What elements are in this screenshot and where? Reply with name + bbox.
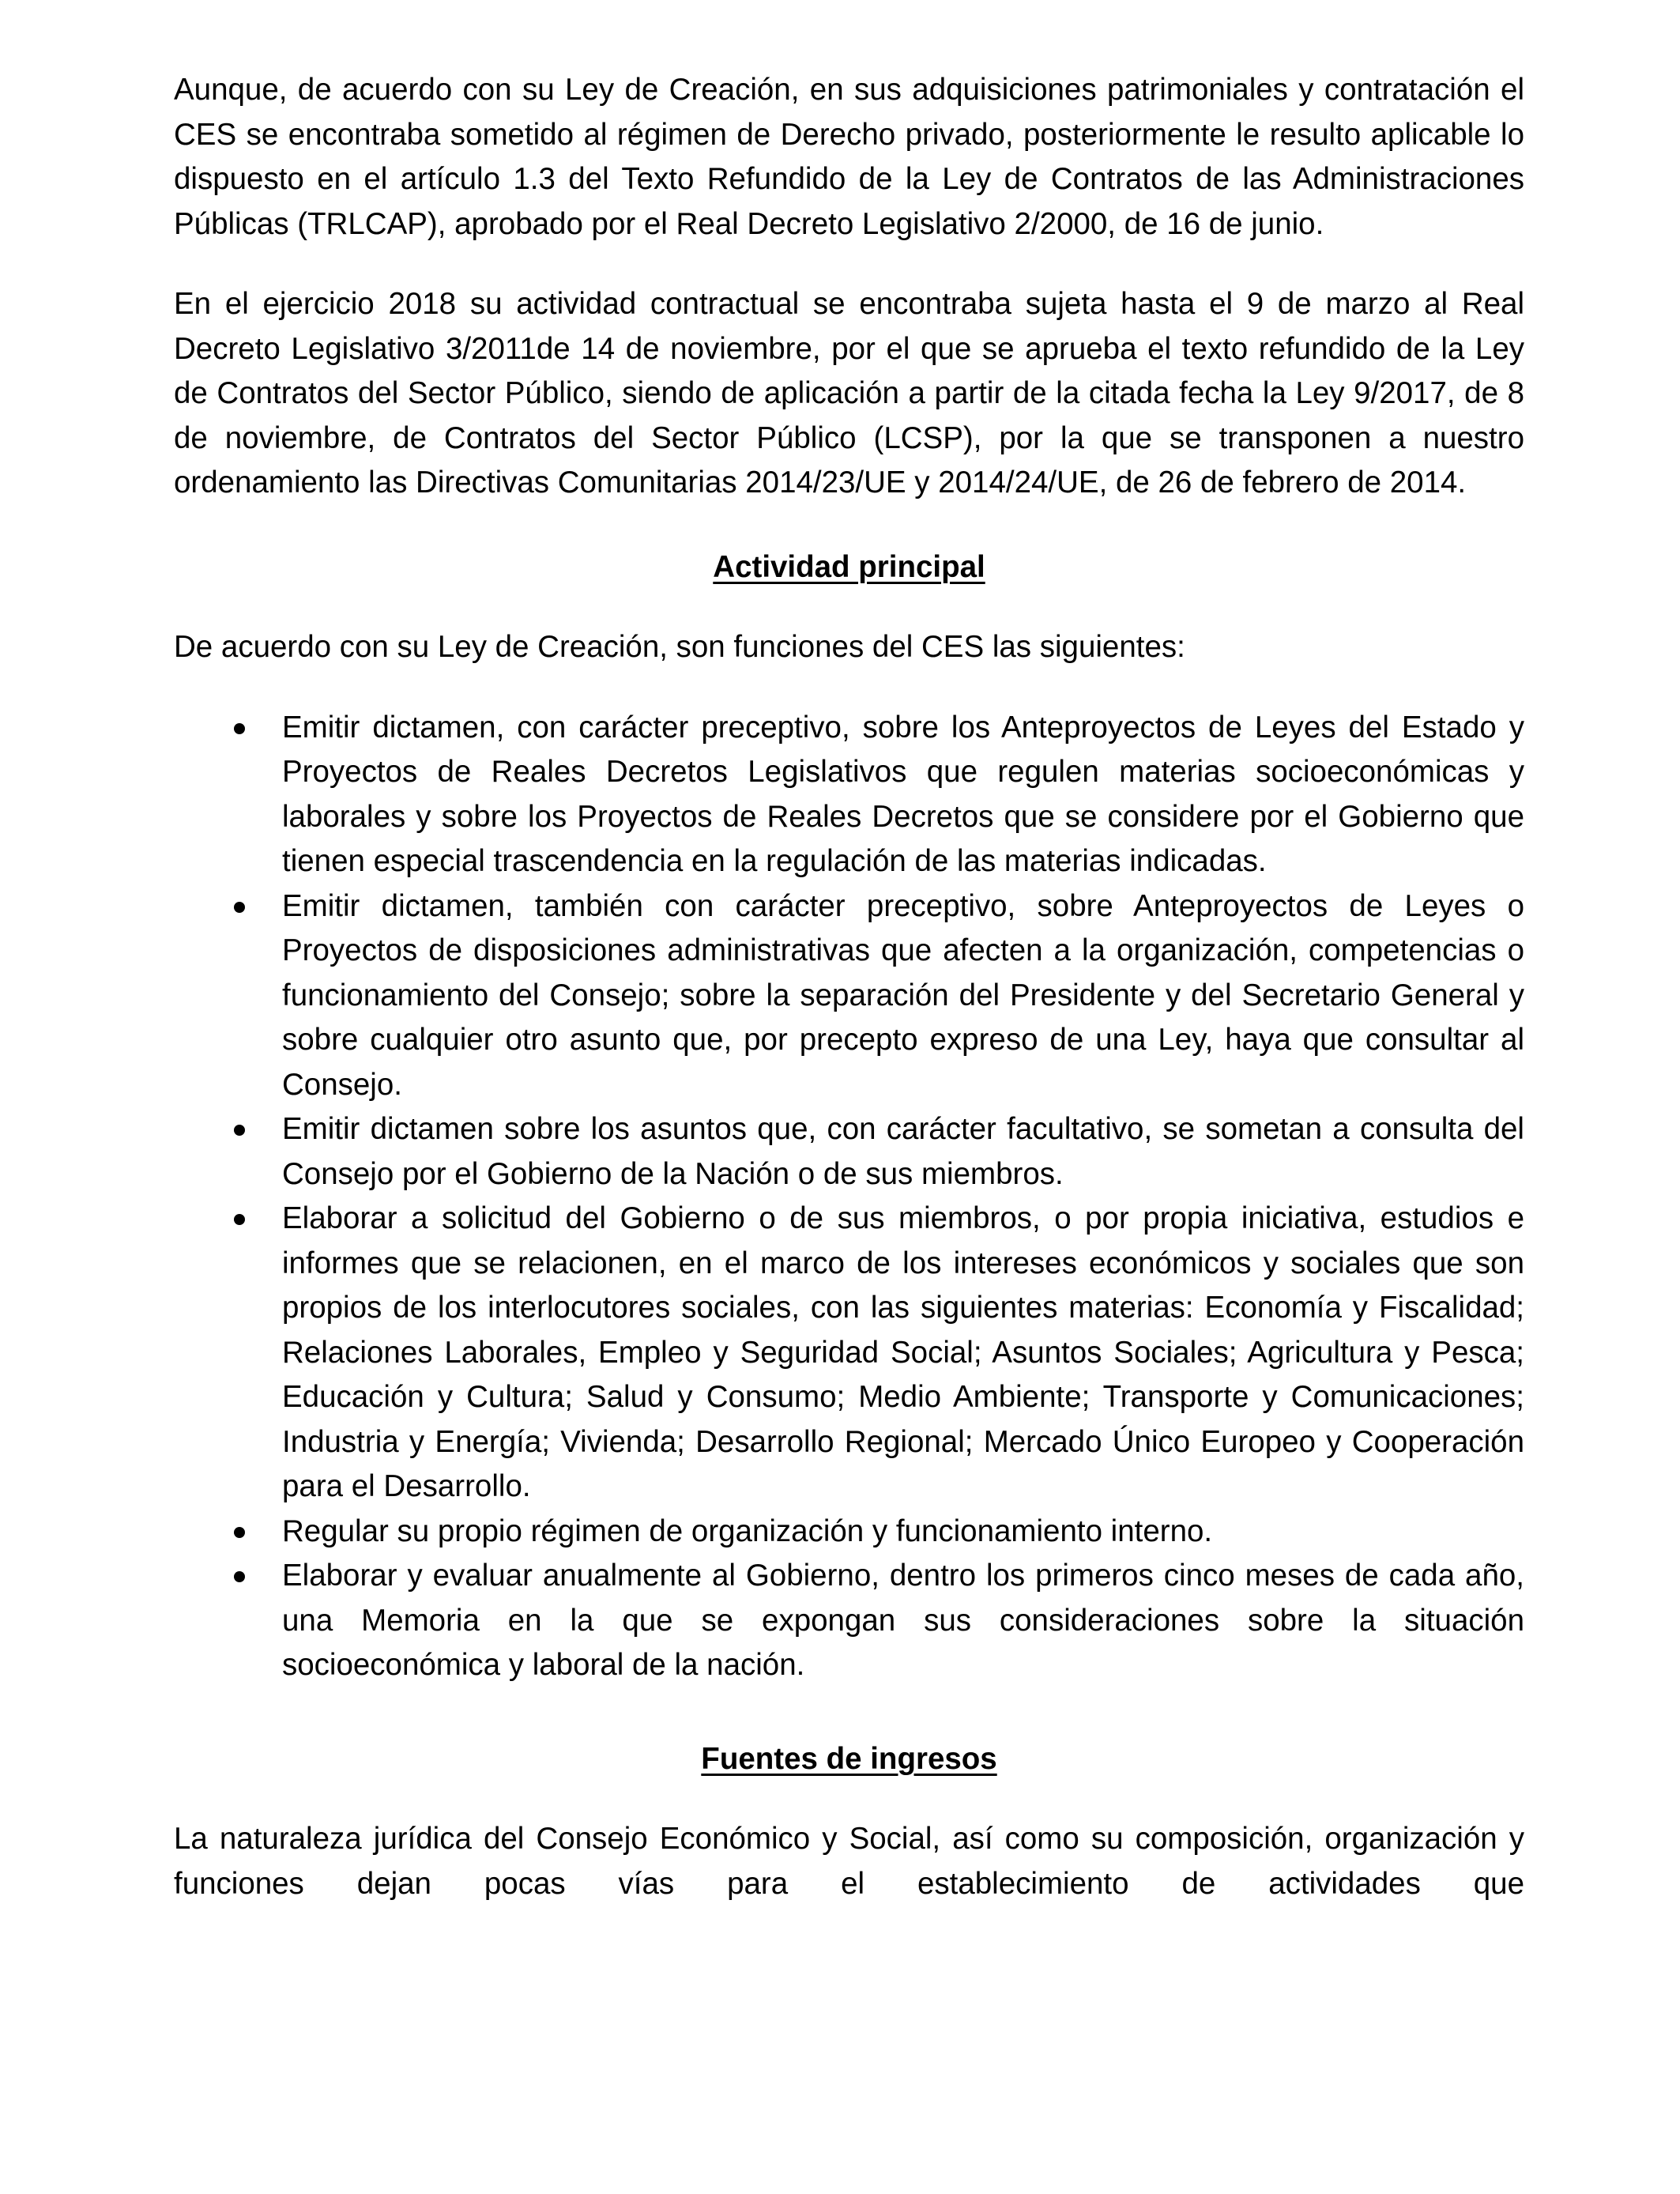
- list-item-text: Emitir dictamen, con carácter preceptivo, sobre los Anteproyectos de Leyes del Estado y Proyectos de Reales Decretos Legislativos que regulen materias socioeconómicas y laborales y sobre los Proyectos de Reales Decretos que se considere por el Gobierno que tienen especial trascendencia en la regulación de las materias indicadas.: [282, 710, 1524, 878]
- paragraph-naturaleza-juridica: La naturaleza jurídica del Consejo Económico y Social, así como su composición, organización y funciones dejan pocas vías para el establecimiento de actividades que: [174, 1822, 1524, 1901]
- heading-fuentes-de-ingresos: Fuentes de ingresos: [701, 1741, 997, 1776]
- bullet-icon: [234, 1214, 245, 1225]
- spacer: [174, 1688, 1524, 1737]
- heading-actividad-principal: Actividad principal: [713, 549, 985, 584]
- bullet-icon: [234, 723, 245, 734]
- paragraph-funciones-intro: De acuerdo con su Ley de Creación, son funciones del CES las siguientes:: [174, 630, 1185, 664]
- paragraph-contratacion: Aunque, de acuerdo con su Ley de Creación, en sus adquisiciones patrimoniales y contratación el CES se encontraba sometido al régimen de Derecho privado, posteriormente le resulto aplicable lo dispuesto en el artículo 1.3 del Texto Refundido de la Ley de Contratos de las Administraciones Públicas (TRLCAP), aprobado por el Real Decreto Legislativo 2/2000, de 16 de junio.: [174, 73, 1524, 241]
- spacer: [174, 506, 1524, 545]
- bullet-icon: [234, 1527, 245, 1538]
- list-item-text: Emitir dictamen sobre los asuntos que, con carácter facultativo, se sometan a consulta del Consejo por el Gobierno de la Nación o de sus miembros.: [282, 1112, 1524, 1191]
- list-item: [174, 706, 1524, 884]
- list-item-text: Elaborar a solicitud del Gobierno o de sus miembros, o por propia iniciativa, estudios e informes que se relacionen, en el marco de los intereses económicos y sociales que son propios de los interlocutores sociales, con las siguientes materias: Economía y Fiscalidad; Relaciones Laborales, Empleo y Seguridad Social; Asuntos Sociales; Agricultura y Pesca; Educación y Cultura; Salud y Consumo; Medio Ambiente; Transporte y Comunicaciones; Industria y Energía; Vivienda; Desarrollo Regional; Mercado Único Europeo y Cooperación para el Desarrollo.: [282, 1201, 1524, 1503]
- document-page: [174, 68, 1524, 1906]
- bullet-icon: [234, 1571, 245, 1582]
- list-item: [174, 1510, 1524, 1555]
- spacer: [174, 670, 1524, 706]
- paragraph-ejercicio-2018: En el ejercicio 2018 su actividad contractual se encontraba sujeta hasta el 9 de marzo al Real Decreto Legislativo 3/2011de 14 de noviembre, por el que se aprueba el texto refundido de la Ley de Contratos del Sector Público, siendo de aplicación a partir de la citada fecha la Ley 9/2017, de 8 de noviembre, de Contratos del Sector Público (LCSP), por la que se transponen a nuestro ordenamiento las Directivas Comunitarias 2014/23/UE y 2014/24/UE, de 26 de febrero de 2014.: [174, 287, 1524, 499]
- bullet-icon: [234, 1125, 245, 1136]
- list-item: [174, 884, 1524, 1108]
- list-item: [174, 1554, 1524, 1688]
- list-item-text: Emitir dictamen, también con carácter preceptivo, sobre Anteproyectos de Leyes o Proyectos de disposiciones administrativas que afecten a la organización, competencias o funcionamiento del Consejo; sobre la separación del Presidente y del Secretario General y sobre cualquier otro asunto que, por precepto expreso de una Ley, haya que consultar al Consejo.: [282, 888, 1524, 1102]
- spacer: [174, 590, 1524, 625]
- list-item: [174, 1197, 1524, 1510]
- spacer: [174, 1781, 1524, 1817]
- spacer: [174, 247, 1524, 282]
- list-item: [174, 1107, 1524, 1197]
- bullet-icon: [234, 902, 245, 913]
- functions-list: [174, 706, 1524, 1688]
- list-item-text: Regular su propio régimen de organización y funcionamiento interno.: [282, 1514, 1213, 1548]
- list-item-text: Elaborar y evaluar anualmente al Gobierno, dentro los primeros cinco meses de cada año, una Memoria en la que se expongan sus consideraciones sobre la situación socioeconómica y laboral de la nación.: [282, 1559, 1524, 1682]
